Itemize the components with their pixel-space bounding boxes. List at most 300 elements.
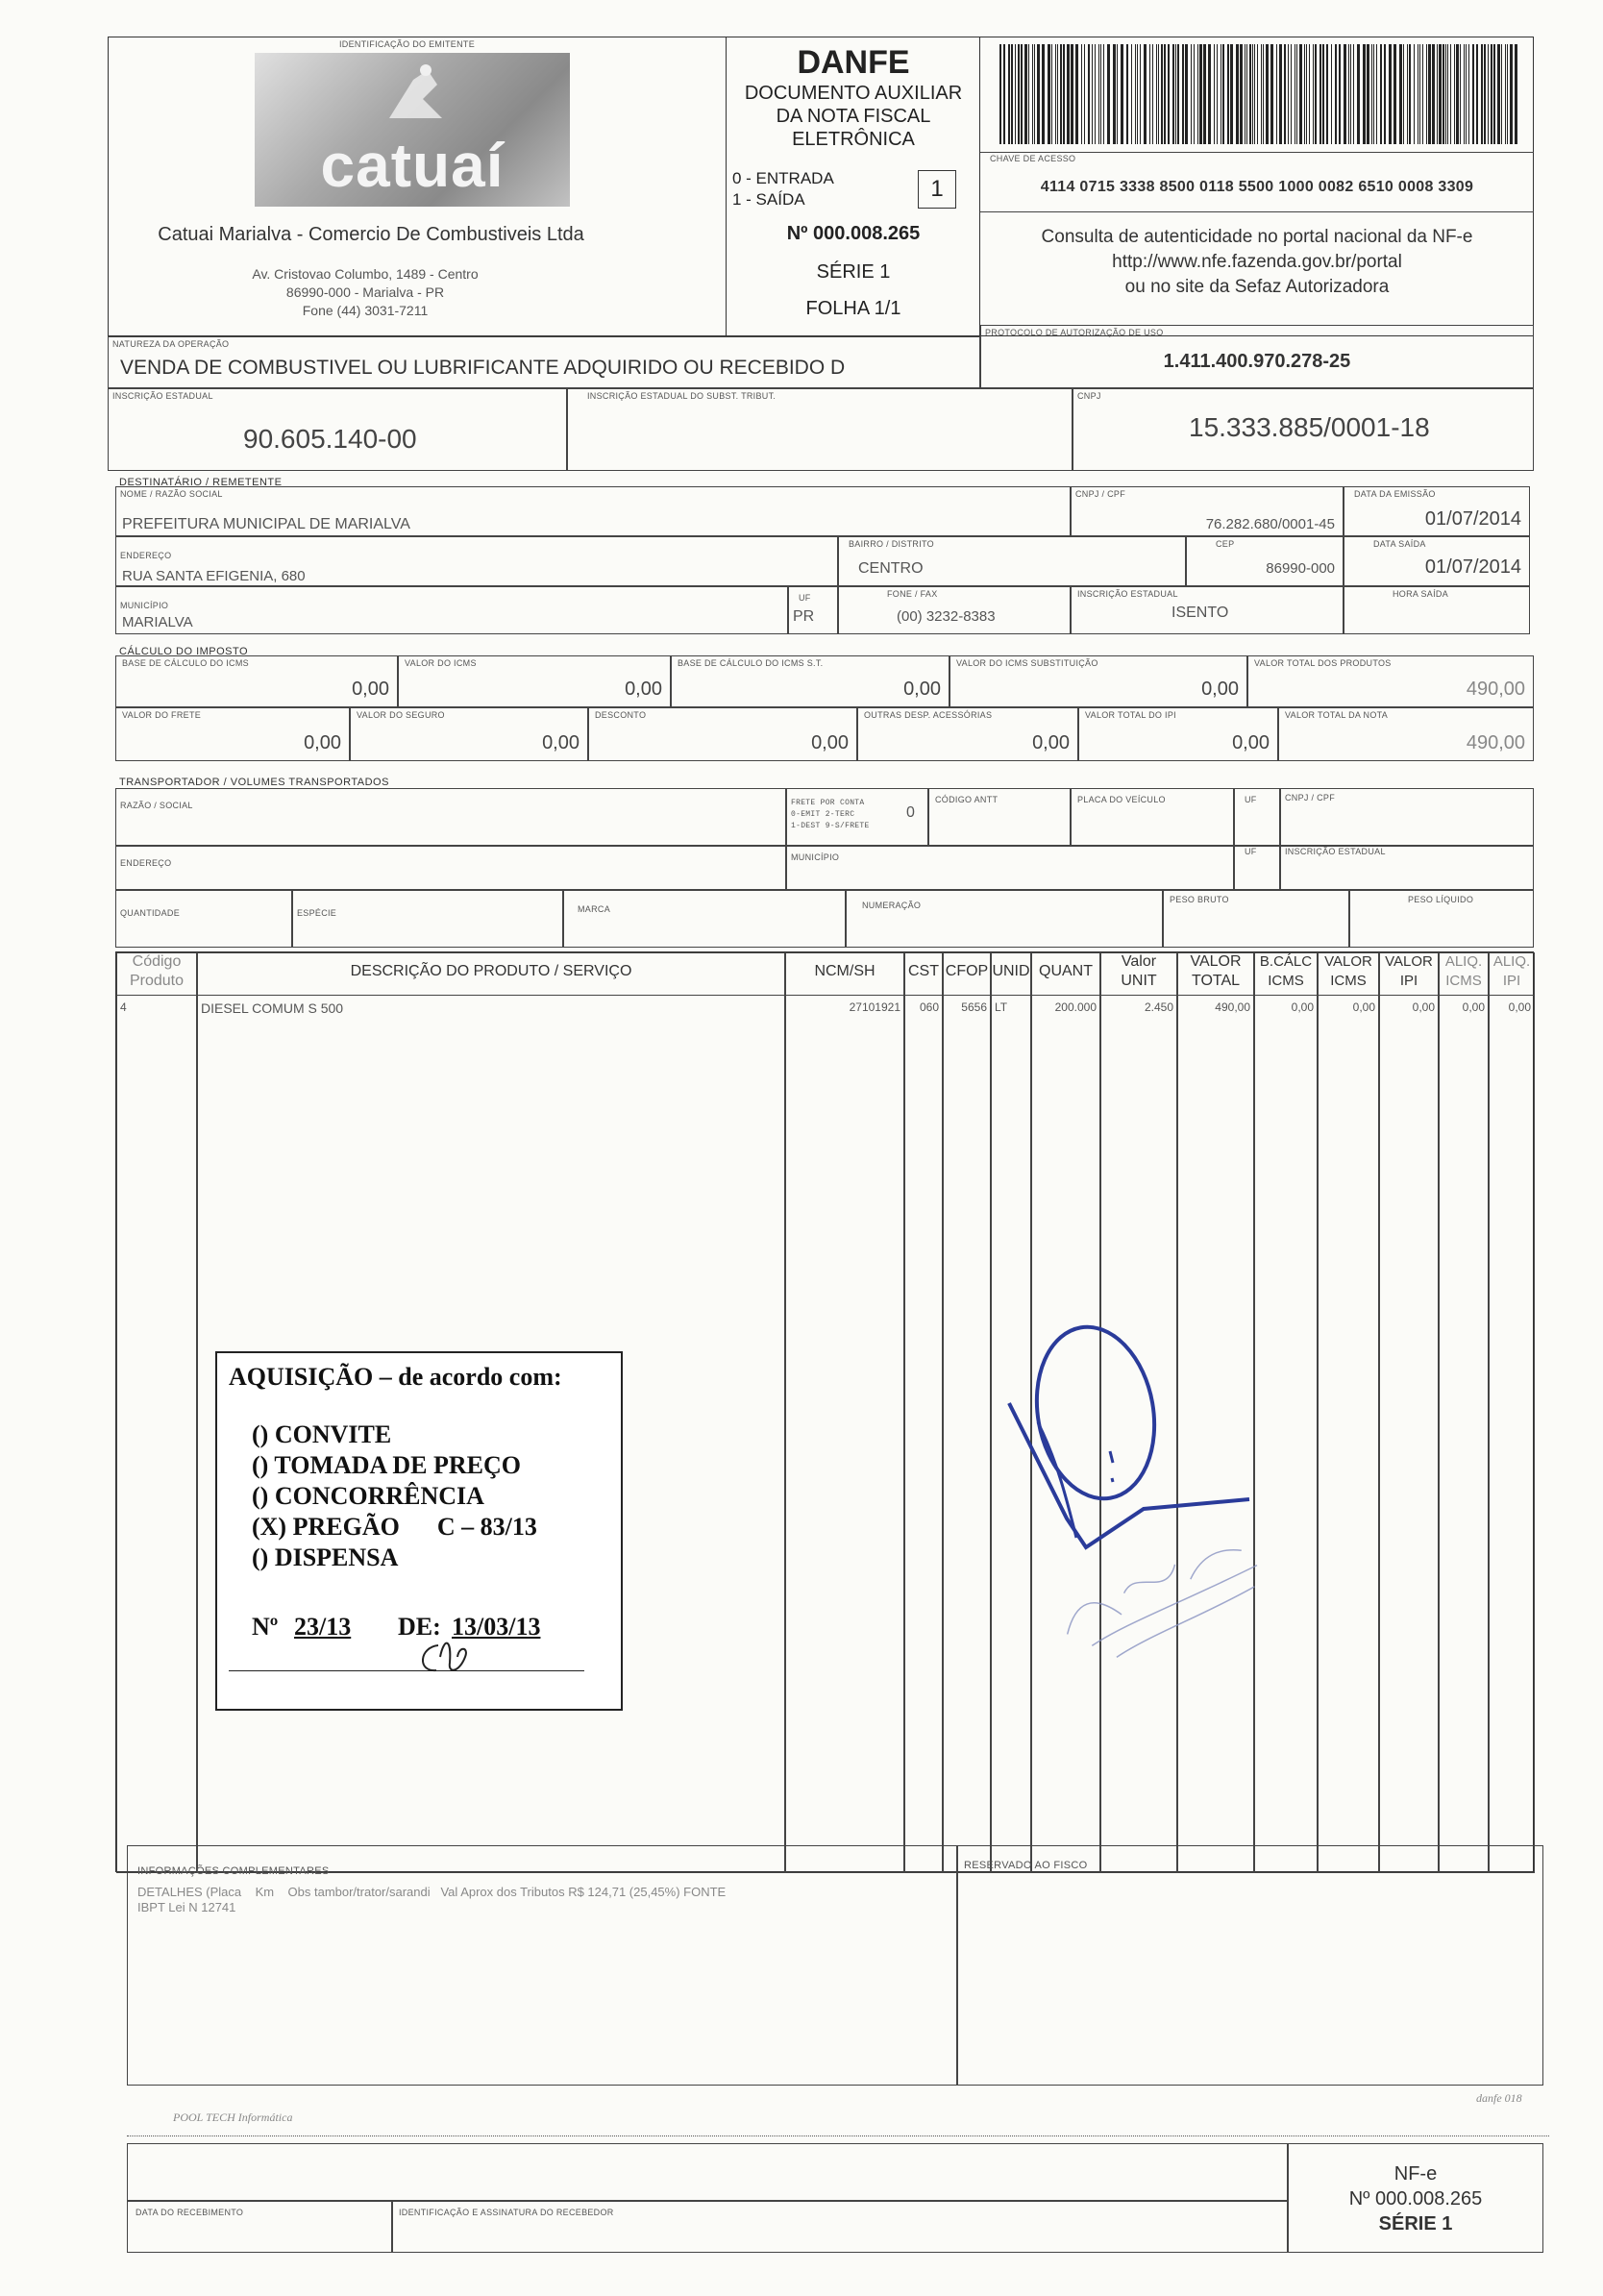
row1-cell-0 <box>115 655 398 707</box>
dest-bairro-cell <box>838 536 1186 586</box>
barcode-bar <box>1414 44 1415 144</box>
barcode-bar <box>1319 44 1321 144</box>
row2-cell-0 <box>115 707 350 761</box>
barcode-bar <box>1384 44 1386 144</box>
produtos-header-cell <box>1100 952 1177 991</box>
barcode-bar <box>1315 44 1317 144</box>
barcode-bar <box>1261 44 1262 144</box>
emitente-section-label: IDENTIFICAÇÃO DO EMITENTE <box>339 39 476 49</box>
barcode-bar <box>1103 44 1104 144</box>
header-line-1: VALOR <box>1324 953 1372 970</box>
barcode-bar <box>1113 44 1116 144</box>
transp-ie-cell <box>1280 846 1534 890</box>
produto-cell: DIESEL COMUM S 500 <box>201 1000 344 1016</box>
dest-nome-cell <box>115 486 1071 536</box>
barcode-bar <box>1197 44 1198 144</box>
row1-label: BASE DE CÁLCULO DO ICMS S.T. <box>678 658 824 668</box>
barcode-bar <box>1493 44 1495 144</box>
canhoto-serie: SÉRIE 1 <box>1378 2213 1453 2234</box>
barcode-bar <box>1472 44 1474 144</box>
dest-cep-cell <box>1186 536 1344 586</box>
ie-label: INSCRIÇÃO ESTADUAL <box>112 391 213 401</box>
cnpj-cell <box>1073 388 1534 471</box>
info-complementares-cell <box>127 1845 957 2086</box>
barcode-bar <box>1257 44 1258 144</box>
produtos-header-cell <box>943 962 991 981</box>
barcode-bar <box>1003 44 1005 144</box>
transp-razao-label: RAZÃO / SOCIAL <box>120 801 193 810</box>
vol-quantidade-cell <box>115 890 292 948</box>
produto-cell: 200.000 <box>1054 1000 1097 1014</box>
danfe-folha: FOLHA 1/1 <box>805 298 901 319</box>
transp-uf2-cell <box>1234 846 1280 890</box>
row1-value: 0,00 <box>625 679 662 700</box>
row1-cell-4 <box>1247 655 1534 707</box>
header-line-2: Produto <box>129 973 185 989</box>
barcode-bar <box>1008 44 1010 144</box>
barcode-bar <box>1276 44 1277 144</box>
placa-label: PLACA DO VEÍCULO <box>1077 795 1166 804</box>
consulta-1: Consulta de autenticidade no portal nacional da NF-e <box>1041 227 1473 247</box>
row2-value: 0,00 <box>811 732 849 753</box>
barcode-bar <box>1149 44 1150 144</box>
barcode-bar <box>1075 44 1078 144</box>
header-line-2: UNIT <box>1121 973 1157 989</box>
barcode-bar <box>1018 44 1020 144</box>
transp-frete-cell <box>786 788 928 846</box>
chave-label-line <box>980 152 1534 153</box>
antt-label: CÓDIGO ANTT <box>935 795 999 804</box>
dest-municipio: MARIALVA <box>122 614 193 630</box>
row2-cell-3 <box>857 707 1078 761</box>
header-line-1: QUANT <box>1039 963 1093 979</box>
barcode-bar <box>1373 44 1374 144</box>
barcode-bar <box>1371 44 1372 144</box>
barcode-bar <box>1098 44 1099 144</box>
vol-numeracao-cell <box>846 890 1163 948</box>
produtos-header-cell <box>1379 952 1439 991</box>
produtos-header-sep <box>116 995 1535 996</box>
header-line-1: Valor <box>1121 953 1157 970</box>
stamp-tomada-preco: () TOMADA DE PREÇO <box>252 1451 521 1479</box>
produtos-header-cell <box>1177 952 1254 991</box>
stamp-pregao: (X) PREGÃO C – 83/13 <box>252 1513 537 1541</box>
barcode-bar <box>1443 44 1444 144</box>
produtos-header-cell <box>991 962 1031 981</box>
produtos-header-cell <box>116 952 197 991</box>
dest-uf: PR <box>793 608 815 625</box>
barcode-bar <box>1309 44 1310 144</box>
row2-label: VALOR TOTAL DO IPI <box>1085 710 1176 720</box>
dest-ie: ISENTO <box>1171 605 1229 621</box>
barcode-bar <box>1117 44 1118 144</box>
transp-uf-label: UF <box>1245 795 1257 804</box>
vol-especie-label: ESPÉCIE <box>297 908 337 918</box>
barcode-bar <box>1092 44 1093 144</box>
produto-cell: 0,00 <box>1291 1000 1314 1014</box>
barcode-bar <box>1263 44 1264 144</box>
cnpj-label: CNPJ <box>1077 391 1101 401</box>
row1-value: 0,00 <box>1201 679 1239 700</box>
dest-municipio-cell <box>115 586 788 634</box>
transp-uf-cell <box>1234 788 1280 846</box>
barcode-bar <box>1214 44 1215 144</box>
barcode-bar <box>1236 44 1239 144</box>
row1-cell-3 <box>949 655 1247 707</box>
row1-value: 0,00 <box>903 679 941 700</box>
barcode-bar <box>1296 44 1297 144</box>
frete-label-2: 0-EMIT 2-TERC <box>791 810 855 819</box>
row2-cell-4 <box>1078 707 1278 761</box>
produtos-col-4 <box>943 952 991 1873</box>
dest-cep: 86990-000 <box>1266 560 1335 577</box>
logo-text: catuaí <box>320 131 505 200</box>
barcode-bar <box>1051 44 1052 144</box>
barcode-bar <box>1288 44 1289 144</box>
produto-cell: 0,00 <box>1508 1000 1531 1014</box>
danfe-saida: 1 - SAÍDA <box>732 190 805 209</box>
barcode-bar <box>1304 44 1305 144</box>
barcode-bar <box>1194 44 1195 144</box>
info-line-2: IBPT Lei N 12741 <box>137 1900 236 1914</box>
produto-cell: 0,00 <box>1352 1000 1375 1014</box>
emitente-cep-cidade: 86990-000 - Marialva - PR <box>285 284 445 300</box>
stamp-convite: () CONVITE <box>252 1420 392 1448</box>
barcode-bar <box>1152 44 1153 144</box>
danfe-tipo-box: 1 <box>918 170 956 209</box>
dest-saida-label: DATA SAÍDA <box>1373 539 1426 549</box>
dest-emissao-label: DATA DA EMISSÃO <box>1354 489 1436 499</box>
row1-value: 490,00 <box>1466 679 1525 700</box>
transportador-section-label: TRANSPORTADOR / VOLUMES TRANSPORTADOS <box>119 777 389 788</box>
protocolo-value: 1.411.400.970.278-25 <box>1163 351 1351 372</box>
barcode-bar <box>1476 44 1478 144</box>
vol-marca-label: MARCA <box>578 904 611 914</box>
info-line-1: DETALHES (Placa Km Obs tambor/trator/sarandi Val Aprox dos Tributos R$ 124,71 (25,45%) FONTE <box>137 1885 727 1899</box>
produtos-header-cell <box>1489 952 1535 991</box>
info-complementares-label: INFORMAÇÕES COMPLEMENTARES <box>137 1865 330 1877</box>
transp-municipio-cell <box>786 846 1234 890</box>
transp-razao-cell <box>115 788 786 846</box>
dest-fone-label: FONE / FAX <box>887 589 938 599</box>
barcode-bar <box>1284 44 1286 144</box>
transp-ie-label: INSCRIÇÃO ESTADUAL <box>1285 847 1386 856</box>
header-line-1: UNID <box>992 963 1030 979</box>
barcode-bar <box>1403 44 1404 144</box>
row1-label: VALOR TOTAL DOS PRODUTOS <box>1254 658 1392 668</box>
fisco-label: RESERVADO AO FISCO <box>964 1860 1088 1871</box>
barcode-bar <box>1428 44 1431 144</box>
transp-endereco-cell <box>115 846 786 890</box>
barcode-bar <box>1515 44 1517 144</box>
header-line-1: ALIQ. <box>1492 953 1531 970</box>
barcode-bar <box>1249 44 1251 144</box>
row1-label: BASE DE CÁLCULO DO ICMS <box>122 658 249 668</box>
barcode-bar <box>1432 44 1435 144</box>
barcode-bar <box>1175 44 1176 144</box>
vol-peso-bruto-label: PESO BRUTO <box>1170 895 1229 904</box>
barcode-bar <box>1060 44 1062 144</box>
barcode-bar <box>1299 44 1302 144</box>
barcode-bar <box>1048 44 1050 144</box>
barcode-bar <box>1510 44 1513 144</box>
produtos-col-10 <box>1318 952 1379 1873</box>
danfe-title: DANFE <box>797 44 910 81</box>
barcode-bar <box>1447 44 1448 144</box>
canhoto-ident-label: IDENTIFICAÇÃO E ASSINATURA DO RECEBEDOR <box>399 2208 614 2217</box>
barcode-bar <box>1011 44 1013 144</box>
produto-cell: LT <box>995 1000 1008 1014</box>
dest-uf-label: UF <box>799 593 811 603</box>
barcode-bar <box>1254 44 1255 144</box>
row2-value: 490,00 <box>1466 732 1525 753</box>
produtos-col-2 <box>785 952 904 1873</box>
header-line-1: NCM/SH <box>814 963 875 979</box>
dest-nome-label: NOME / RAZÃO SOCIAL <box>120 489 223 499</box>
barcode-bar <box>1291 44 1292 144</box>
produtos-header-cell <box>197 962 785 981</box>
dest-data-saida: 01/07/2014 <box>1424 556 1521 578</box>
barcode-bar <box>1191 44 1192 144</box>
dest-endereco-label: ENDEREÇO <box>120 551 172 560</box>
barcode-bar <box>1450 44 1451 144</box>
barcode-bar <box>1199 44 1202 144</box>
row2-value: 0,00 <box>1032 732 1070 753</box>
row2-label: VALOR TOTAL DA NOTA <box>1285 710 1389 720</box>
barcode-bar <box>1222 44 1224 144</box>
produto-cell: 490,00 <box>1215 1000 1250 1014</box>
barcode-bar <box>1172 44 1174 144</box>
protocolo-label: PROTOCOLO DE AUTORIZAÇÃO DE USO <box>985 328 1164 337</box>
natureza-value: VENDA DE COMBUSTIVEL OU LUBRIFICANTE ADQUIRIDO OU RECEBIDO D <box>120 357 846 379</box>
natureza-label: NATUREZA DA OPERAÇÃO <box>112 339 230 349</box>
produtos-col-11 <box>1379 952 1439 1873</box>
chave-sep <box>980 211 1534 212</box>
emitente-logo <box>255 53 570 207</box>
chave-label: CHAVE DE ACESSO <box>990 154 1076 163</box>
barcode-bar <box>1164 44 1166 144</box>
produto-cell: 4 <box>120 1000 127 1014</box>
dest-cnpj: 76.282.680/0001-45 <box>1205 516 1335 532</box>
barcode-bar <box>1466 44 1467 144</box>
barcode-bar <box>1131 44 1132 144</box>
ie-value: 90.605.140-00 <box>243 424 417 454</box>
dest-hora-label: HORA SAÍDA <box>1393 589 1449 599</box>
produto-cell: 5656 <box>961 1000 987 1014</box>
barcode-bar <box>1208 44 1211 144</box>
barcode-bar <box>1037 44 1040 144</box>
barcode-bar <box>1422 44 1423 144</box>
produtos-header-cell <box>1318 952 1379 991</box>
vol-peso-liquido-cell <box>1349 890 1534 948</box>
danfe-subtitle-3: ELETRÔNICA <box>792 129 915 150</box>
stamp-numero: 23/13 <box>294 1613 352 1641</box>
barcode-bar <box>999 44 1001 144</box>
produtos-header-cell <box>1439 952 1489 991</box>
produtos-col-12 <box>1439 952 1489 1873</box>
barcode-bar <box>1353 44 1354 144</box>
dest-ie-label: INSCRIÇÃO ESTADUAL <box>1077 589 1178 599</box>
vol-marca-cell <box>563 890 846 948</box>
barcode-bar <box>1367 44 1369 144</box>
row2-label: VALOR DO SEGURO <box>357 710 445 720</box>
header-line-2: IPI <box>1399 973 1418 989</box>
transp-cnpj-cell <box>1280 788 1534 846</box>
produtos-header-cell <box>1254 952 1318 991</box>
barcode-bar <box>1024 44 1027 144</box>
danfe-numero: Nº 000.008.265 <box>786 223 921 244</box>
row1-cell-2 <box>671 655 949 707</box>
consulta-2[interactable]: http://www.nfe.fazenda.gov.br/portal <box>1112 252 1402 272</box>
danfe-serie: SÉRIE 1 <box>816 261 891 283</box>
barcode-bar <box>1484 44 1486 144</box>
barcode-bar <box>1252 44 1253 144</box>
produtos-col-0 <box>116 952 197 1873</box>
header-line-1: CST <box>908 963 939 979</box>
barcode-bar <box>1158 44 1159 144</box>
barcode-bar <box>1491 44 1492 144</box>
produtos-header-cell <box>904 962 943 981</box>
barcode-bar <box>1306 44 1307 144</box>
dest-cep-label: CEP <box>1216 539 1235 549</box>
barcode-bar <box>1445 44 1446 144</box>
ie-cell <box>108 388 567 471</box>
barcode-bar <box>1357 44 1360 144</box>
dest-emissao-cell <box>1344 486 1530 536</box>
barcode-bar <box>1335 44 1337 144</box>
logo-rider-icon <box>370 61 456 128</box>
dest-bairro: CENTRO <box>858 560 924 577</box>
barcode-bar <box>1121 44 1123 144</box>
header-line-1: CFOP <box>945 963 989 979</box>
barcode-bar <box>1313 44 1314 144</box>
canhoto-ident-cell <box>392 2201 1288 2253</box>
header-line-1: ALIQ. <box>1444 953 1483 970</box>
row2-label: DESCONTO <box>595 710 647 720</box>
barcode-bar <box>1032 44 1033 144</box>
row2-label: VALOR DO FRETE <box>122 710 202 720</box>
barcode-bar <box>1454 44 1455 144</box>
danfe-subtitle-2: DA NOTA FISCAL <box>776 106 931 127</box>
barcode-bar <box>1028 44 1029 144</box>
stamp-dispensa: () DISPENSA <box>252 1543 399 1571</box>
transp-cnpj-label: CNPJ / CPF <box>1285 793 1336 802</box>
barcode-bar <box>1426 44 1427 144</box>
barcode-bar <box>1057 44 1058 144</box>
dest-bairro-label: BAIRRO / DISTRITO <box>849 539 934 549</box>
header-line-1: Código <box>132 953 182 970</box>
dest-data-emissao: 01/07/2014 <box>1424 508 1521 530</box>
canhoto-nfe: NF-e <box>1393 2163 1438 2185</box>
ie-st-label: INSCRIÇÃO ESTADUAL DO SUBST. TRIBUT. <box>587 391 777 401</box>
barcode-bar <box>1182 44 1184 144</box>
barcode-bar <box>1393 44 1396 144</box>
barcode-bar <box>1081 44 1082 144</box>
dest-municipio-label: MUNICÍPIO <box>120 601 169 610</box>
frete-label-1: FRETE POR CONTA <box>791 799 865 807</box>
barcode-bar <box>1126 44 1128 144</box>
barcode-bar <box>1348 44 1349 144</box>
transp-municipio-label: MUNICÍPIO <box>791 852 840 862</box>
produtos-header-cell <box>785 962 904 981</box>
canhoto-numero: Nº 000.008.265 <box>1348 2188 1483 2210</box>
produto-cell: 2.450 <box>1144 1000 1173 1014</box>
barcode-bar <box>1407 44 1408 144</box>
barcode-bar <box>1497 44 1500 144</box>
header-line-2: ICMS <box>1268 973 1304 989</box>
imposto-section-label: CÁLCULO DO IMPOSTO <box>119 646 249 657</box>
barcode-bar <box>1203 44 1206 144</box>
barcode-bar <box>1034 44 1035 144</box>
barcode-bar <box>1437 44 1438 144</box>
produto-cell: 0,00 <box>1462 1000 1485 1014</box>
row2-cell-2 <box>588 707 857 761</box>
header-line-2: TOTAL <box>1191 973 1241 989</box>
header-line-2: ICMS <box>1330 973 1367 989</box>
barcode-bar <box>1185 44 1188 144</box>
barcode-bar <box>1107 44 1110 144</box>
vol-peso-liquido-label: PESO LÍQUIDO <box>1408 895 1474 904</box>
barcode-bar <box>1246 44 1247 144</box>
barcode-bar <box>1409 44 1411 144</box>
barcode-bar <box>1468 44 1469 144</box>
vol-quantidade-label: QUANTIDADE <box>120 908 181 918</box>
barcode-bar <box>1331 44 1332 144</box>
barcode-bar <box>1015 44 1016 144</box>
produto-cell: 060 <box>919 1000 939 1014</box>
stamp-data: 13/03/13 <box>452 1613 541 1641</box>
canhoto-nfe-cell <box>1288 2143 1543 2253</box>
barcode-bar <box>1505 44 1506 144</box>
fisco-cell <box>957 1845 1543 2086</box>
stamp-signature-line <box>229 1670 584 1671</box>
barcode-bar <box>1501 44 1502 144</box>
row2-value: 0,00 <box>1232 732 1270 753</box>
barcode-bar <box>1168 44 1170 144</box>
stamp-concorrencia: () CONCORRÊNCIA <box>252 1482 484 1510</box>
row2-value: 0,00 <box>304 732 341 753</box>
barcode-bar <box>1507 44 1508 144</box>
dest-cnpj-cell <box>1071 486 1344 536</box>
barcode-bar <box>1227 44 1229 144</box>
emitente-endereco: Av. Cristovao Columbo, 1489 - Centro <box>252 266 479 282</box>
barcode-bar <box>1042 44 1045 144</box>
barcode-bar <box>1322 44 1324 144</box>
barcode-bar <box>1095 44 1096 144</box>
header-line-1: VALOR <box>1385 953 1433 970</box>
dest-endereco-cell <box>115 536 838 586</box>
emitente-fone: Fone (44) 3031-7211 <box>302 303 429 318</box>
transp-uf2-label: UF <box>1245 847 1257 856</box>
aquisicao-stamp <box>215 1351 623 1711</box>
stamp-numero-label: Nº <box>252 1613 279 1641</box>
barcode-bar <box>1100 44 1101 144</box>
barcode-bar <box>1021 44 1023 144</box>
header-line-1: B.CÁLC <box>1259 953 1313 970</box>
ie-st-cell <box>567 388 1073 471</box>
barcode-bar <box>1270 44 1273 144</box>
produto-cell: 27101921 <box>849 1000 900 1014</box>
barcode-bar <box>1460 44 1461 144</box>
barcode-bar <box>1135 44 1136 144</box>
barcode-bar <box>1363 44 1366 144</box>
row1-cell-1 <box>398 655 671 707</box>
row2-label: OUTRAS DESP. ACESSÓRIAS <box>864 710 993 720</box>
header-line-2: IPI <box>1502 973 1521 989</box>
dest-saida-cell <box>1344 536 1530 586</box>
row1-label: VALOR DO ICMS <box>405 658 477 668</box>
barcode-bar <box>1177 44 1179 144</box>
